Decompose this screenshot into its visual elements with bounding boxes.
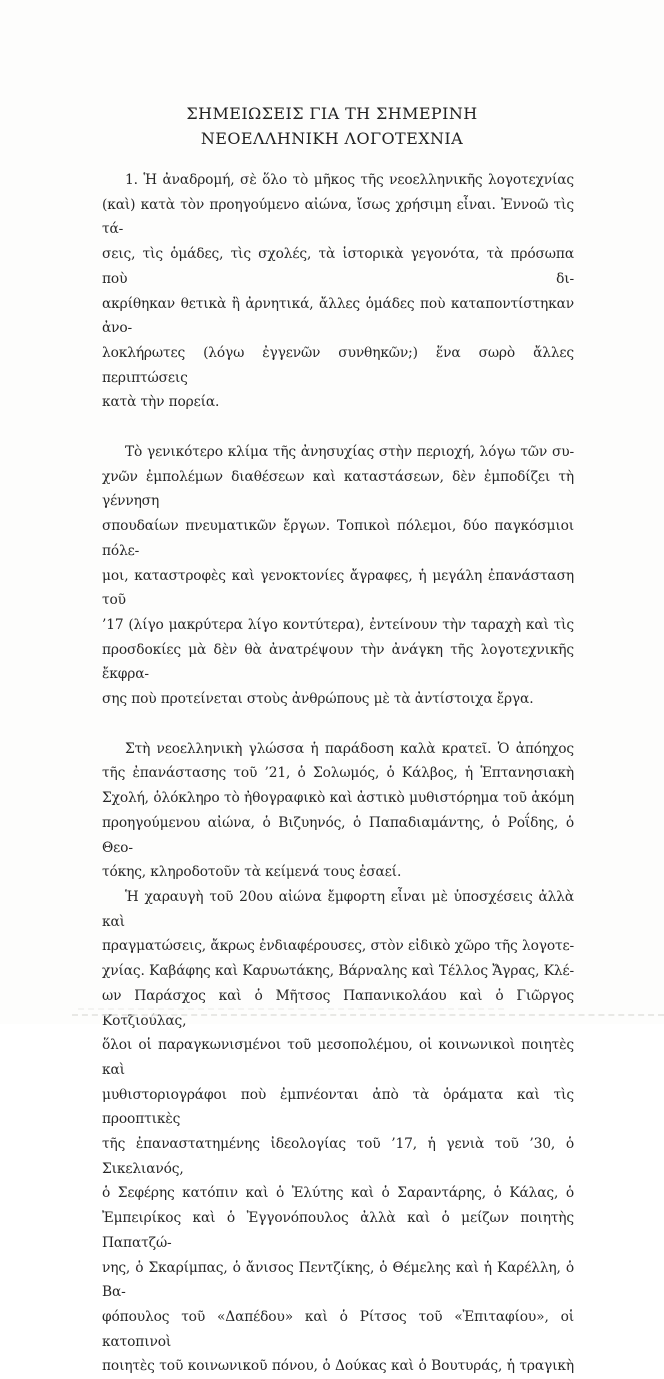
text-line: κατὰ τὴν πορεία. <box>102 394 220 411</box>
text-line: (καὶ) κατὰ τὸν προηγούμενο αἰώνα, ἴσως χρήσιμη εἶναι. Ἐννοῶ τὶς τά- <box>102 196 574 238</box>
text-line: Τὸ γενικότερο κλίμα τῆς ἀνησυχίας στὴν περιοχή, λόγω τῶν συ- <box>125 444 574 461</box>
text-line: μοι, καταστροφὲς καὶ γενοκτονίες ἄγραφες, ἡ μεγάλη ἐπανάσταση τοῦ <box>102 567 574 609</box>
page-title <box>0 101 664 151</box>
text-line: σπουδαίων πνευματικῶν ἔργων. Τοπικοὶ πόλεμοι, δύο παγκόσμιοι πόλε- <box>102 518 574 559</box>
text-line: ποιητὲς τοῦ κοινωνικοῦ πόνου, ὁ Δούκας καὶ ὁ Βουτυράς, ἡ τραγικὴ <box>102 1358 574 1375</box>
paragraph <box>102 737 574 885</box>
text-line: ’17 (λίγο μακρύτερα λίγο κοντύτερα), ἐντείνουν τὴν ταραχὴ καὶ τὶς <box>102 616 574 633</box>
paragraph <box>102 168 574 415</box>
paragraph <box>102 440 574 712</box>
text-line: 1. Ἡ ἀναδρομή, σὲ ὅλο τὸ μῆκος τῆς νεοελληνικῆς λογοτεχνίας <box>125 172 574 188</box>
page-title-line-1: ΣΗΜΕΙΩΣΕΙΣ ΓΙΑ ΤΗ ΣΗΜΕΡΙΝΗ <box>186 104 478 123</box>
text-line: ακρίθηκαν θετικὰ ἢ ἀρνητικά, ἄλλες ὁμάδες ποὺ καταποντίστηκαν ἀνο- <box>102 295 574 337</box>
text-line: χνῶν ἐμπολέμων διαθέσεων καὶ καταστάσεων, δὲν ἐμποδίζει τὴ γέννηση <box>102 468 574 510</box>
text-line: λοκλήρωτες (λόγω ἐγγενῶν συνθηκῶν;) ἕνα σωρὸ ἄλλες περιπτώσεις <box>102 344 574 386</box>
scan-edge-artifact <box>72 1014 664 1016</box>
text-line: νης, ὁ Σκαρίμπας, ὁ ἄνισος Πεντζίκης, ὁ Θέμελης καὶ ἡ Καρέλλη, ὁ Βα- <box>102 1259 574 1301</box>
text-line: ὁ Σεφέρης κατόπιν καὶ ὁ Ἐλύτης καὶ ὁ Σαραντάρης, ὁ Κάλας, ὁ <box>102 1185 574 1202</box>
text-line: Σχολή, ὁλόκληρο τὸ ἠθογραφικὸ καὶ ἀστικὸ μυθιστόρημα τοῦ ἀκόμη <box>102 790 574 807</box>
text-line: Ἐμπειρίκος καὶ ὁ Ἐγγονόπουλος ἀλλὰ καὶ ὁ μείζων ποιητὴς Παπατζώ- <box>102 1210 574 1251</box>
text-line: φόπουλος τοῦ «Δαπέδου» καὶ ὁ Ρίτσος τοῦ «Ἐπιταφίου», οἱ κατοπινοὶ <box>102 1308 574 1350</box>
text-line: ὅλοι οἱ παραγκωνισμένοι τοῦ μεσοπολέμου, οἱ κοινωνικοὶ ποιητὲς καὶ <box>102 1037 574 1078</box>
text-body <box>102 168 574 1379</box>
text-line: προσδοκίες μὰ δὲν θὰ ἀνατρέψουν τὴν ἀνάγκη τῆς λογοτεχνικῆς ἔκφρα- <box>102 641 574 683</box>
text-line: τῆς ἐπανάστασης τοῦ ’21, ὁ Σολωμός, ὁ Κάλβος, ἡ Ἑπτανησιακὴ <box>102 765 574 782</box>
text-line: Ἡ χαραυγὴ τοῦ 20ου αἰώνα ἔμφορτη εἶναι μὲ ὑποσχέσεις ἀλλὰ καὶ <box>102 888 574 930</box>
text-line: σεις, τὶς ὁμάδες, τὶς σχολές, τὰ ἱστορικὰ γεγονότα, τὰ πρόσωπα ποὺ δι- <box>102 246 574 287</box>
page-title-line-2: ΝΕΟΕΛΛΗΝΙΚΗ ΛΟΓΟΤΕΧΝΙΑ <box>200 129 464 148</box>
paragraph <box>102 885 574 1379</box>
text-line: πραγματώσεις, ἄκρως ἐνδιαφέρουσες, στὸν εἰδικὸ χῶρο τῆς λογοτε- <box>102 938 574 955</box>
scan-edge-artifact-upper <box>78 1008 504 1010</box>
text-line: τόκης, κληροδοτοῦν τὰ κείμενά τους ἐσαεί. <box>102 864 402 881</box>
text-line: Στὴ νεοελληνικὴ γλώσσα ἡ παράδοση καλὰ κρατεῖ. Ὁ ἀπόηχος <box>125 740 574 757</box>
text-line: τῆς ἐπαναστατημένης ἰδεολογίας τοῦ ’17, ἡ γενιὰ τοῦ ’30, ὁ Σικελιανός, <box>102 1136 574 1177</box>
text-line: προηγούμενου αἰώνα, ὁ Βιζυηνός, ὁ Παπαδιαμάντης, ὁ Ροΐδης, ὁ Θεο- <box>102 814 574 856</box>
text-line: ων Παράσχος καὶ ὁ Μῆτσος Παπανικολάου καὶ ὁ Γιῶργος Κοτζιούλας, <box>102 987 574 1029</box>
text-line: χνίας. Καβάφης καὶ Καρυωτάκης, Βάρναλης καὶ Τέλλος Ἄγρας, Κλέ- <box>102 963 574 980</box>
text-line: μυθιστοριογράφοι ποὺ ἐμπνέονται ἀπὸ τὰ ὁράματα καὶ τὶς προοπτικὲς <box>102 1086 574 1128</box>
text-line: σης ποὺ προτείνεται στοὺς ἀνθρώπους μὲ τὰ ἀντίστοιχα ἔργα. <box>102 691 534 708</box>
